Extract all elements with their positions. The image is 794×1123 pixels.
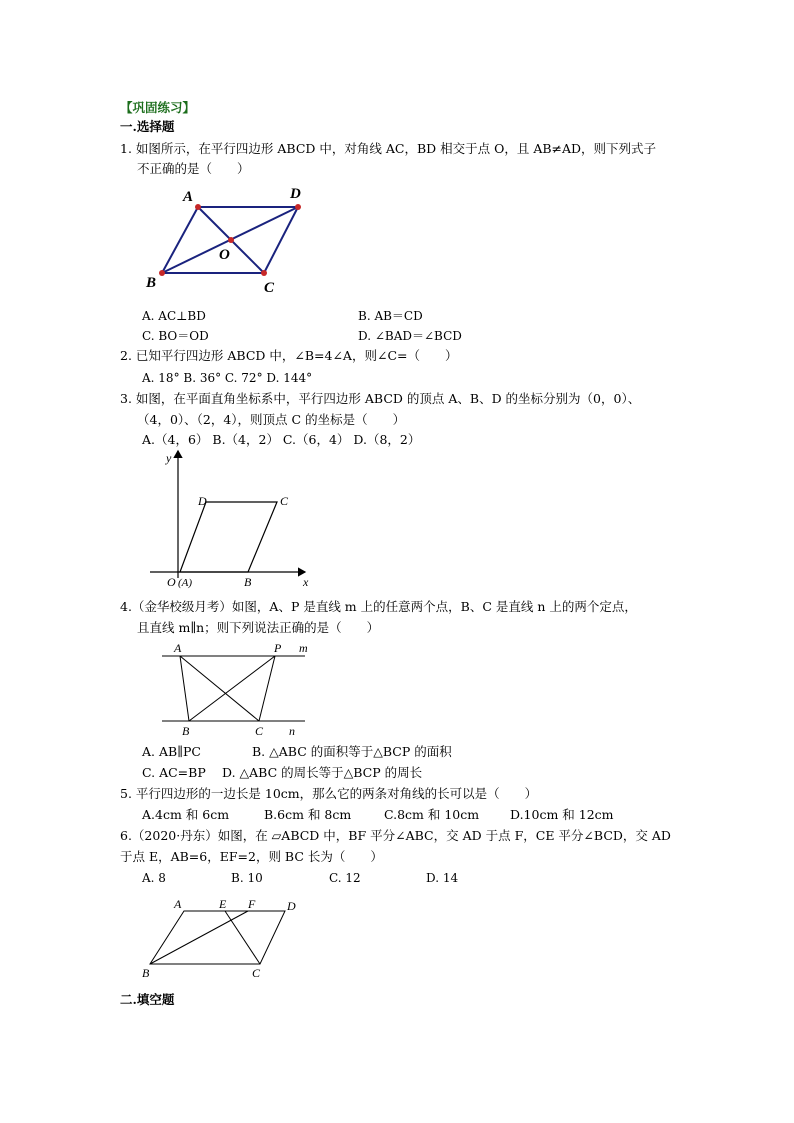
- q6-option-c: C. 12: [329, 871, 361, 885]
- q1-option-c: C. BO＝OD: [142, 329, 209, 343]
- q6-option-b: B. 10: [231, 871, 263, 885]
- q4-text-line2: 且直线 m∥n；则下列说法正确的是（ ）: [137, 620, 380, 635]
- q4-label-m: m: [299, 641, 308, 655]
- q5-option-a: A.4cm 和 6cm: [142, 807, 230, 822]
- q4-option-a: A. AB∥PC: [142, 744, 201, 759]
- q1-point-d: [295, 204, 301, 210]
- q3-text-line1: 3. 如图，在平面直角坐标系中，平行四边形 ABCD 的顶点 A、B、D 的坐标分别为（0，0）、: [120, 391, 641, 406]
- q4-option-c: C. AC=BP: [142, 765, 206, 780]
- q2-text-line1: 2. 已知平行四边形 ABCD 中，∠B=4∠A，则∠C=（ ）: [120, 348, 458, 363]
- q6-label-e: E: [219, 897, 227, 911]
- q3-label-o: O: [167, 575, 176, 589]
- section-title: 【巩固练习】: [120, 100, 196, 115]
- q6-label-d: D: [287, 899, 296, 913]
- part-one-heading: 一.选择题: [120, 119, 175, 134]
- q3-label-c: C: [280, 494, 289, 508]
- q3-label-x: x: [303, 575, 309, 589]
- q5-option-c: C.8cm 和 10cm: [384, 807, 480, 822]
- q1-label-b: B: [146, 275, 157, 291]
- q6-text-line2: 于点 E，AB=6，EF=2，则 BC 长为（ ）: [120, 849, 383, 864]
- q1-point-o: [228, 237, 234, 243]
- q1-point-a: [195, 204, 201, 210]
- q4-option-b: B. △ABC 的面积等于△BCP 的面积: [252, 744, 452, 759]
- q3-label-d: D: [198, 494, 207, 508]
- q6-label-b: B: [142, 966, 150, 980]
- q5-text-line1: 5. 平行四边形的一边长是 10cm，那么它的两条对角线的长可以是（ ）: [120, 786, 538, 801]
- q4-segment-pb: [189, 656, 275, 721]
- q3-options: A.（4，6） B.（4，2） C.（6，4） D.（8，2）: [142, 432, 421, 447]
- q6-segment-bf: [150, 911, 248, 964]
- q1-label-a: A: [183, 189, 194, 205]
- q1-option-b: B. AB＝CD: [358, 309, 423, 323]
- q1-parallelogram-figure: [140, 182, 315, 297]
- q1-label-d: D: [290, 186, 301, 202]
- q3-label-a: (A): [178, 577, 193, 589]
- q3-label-y: y: [166, 451, 172, 465]
- q6-segment-ce: [225, 911, 260, 964]
- q4-label-n: n: [289, 724, 295, 738]
- q4-option-d: D. △ABC 的周长等于△BCP 的周长: [222, 765, 423, 780]
- q6-option-a: A. 8: [142, 871, 166, 885]
- q4-label-a: A: [174, 641, 182, 655]
- q6-text-line1: 6.（2020·丹东）如图，在 ▱ABCD 中，BF 平分∠ABC，交 AD 于点 F，CE 平分∠BCD，交 AD: [120, 828, 671, 843]
- q1-option-d: D. ∠BAD＝∠BCD: [358, 329, 462, 343]
- q3-text-line2: （4，0）、（2，4），则顶点 C 的坐标是（ ）: [137, 412, 406, 427]
- q1-label-o: O: [219, 247, 230, 263]
- q5-option-d: D.10cm 和 12cm: [510, 807, 614, 822]
- q6-label-f: F: [248, 897, 256, 911]
- q5-option-b: B.6cm 和 8cm: [264, 807, 352, 822]
- q3-label-b: B: [244, 575, 252, 589]
- q2-options: A. 18° B. 36° C. 72° D. 144°: [142, 371, 313, 385]
- q4-segment-ac: [180, 656, 259, 721]
- q3-parallelogram: [180, 502, 277, 572]
- q4-text-line1: 4.（金华校级月考）如图，A、P 是直线 m 上的任意两个点，B、C 是直线 n 上的两个定点，: [120, 599, 637, 614]
- q1-text-line1: 1. 如图所示，在平行四边形 ABCD 中，对角线 AC，BD 相交于点 O，且 AB≠AD，则下列式子: [120, 141, 657, 156]
- q6-parallelogram-figure: [138, 893, 308, 983]
- q1-label-c: C: [264, 280, 275, 296]
- q1-point-c: [261, 270, 267, 276]
- q4-label-p: P: [274, 641, 282, 655]
- q6-label-c: C: [252, 966, 261, 980]
- part-two-heading: 二.填空题: [120, 992, 175, 1007]
- q4-parallel-lines-figure: [155, 638, 320, 740]
- q3-coordinate-figure: [140, 448, 320, 590]
- q1-text-line2: 不正确的是（ ）: [137, 161, 250, 176]
- q6-option-d: D. 14: [426, 871, 459, 885]
- q6-label-a: A: [174, 897, 182, 911]
- q4-segment-ab: [180, 656, 189, 721]
- q1-point-b: [159, 270, 165, 276]
- q4-label-c: C: [255, 724, 264, 738]
- q4-label-b: B: [182, 724, 190, 738]
- q1-option-a: A. AC⊥BD: [142, 309, 206, 323]
- q6-parallelogram: [150, 911, 285, 964]
